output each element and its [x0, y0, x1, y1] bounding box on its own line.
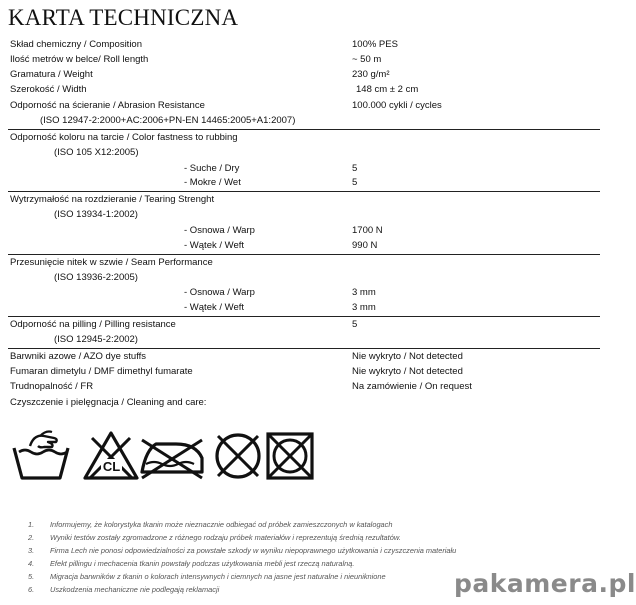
- care-label: Czyszczenie i pielęgnacja / Cleaning and care:: [10, 397, 207, 408]
- azo-label: Barwniki azowe / AZO dye stuffs: [10, 351, 147, 362]
- abrasion-value: 100.000 cykli / cycles: [352, 100, 442, 111]
- rubbing-wet-value: 5: [352, 177, 358, 188]
- chlorine-bleach-icon: [80, 428, 142, 484]
- seam-weft-value: 3 mm: [352, 302, 376, 313]
- section-divider: [8, 348, 600, 349]
- seam-warp-label: - Osnowa / Warp: [184, 287, 255, 298]
- width-label: Szerokość / Width: [10, 84, 87, 95]
- tearing-weft-value: 990 N: [352, 240, 378, 251]
- chlorine-cl-text: CL: [102, 459, 121, 474]
- hand-wash-icon: [10, 428, 72, 484]
- dmf-label: Fumaran dimetylu / DMF dimethyl fumarate: [10, 366, 193, 377]
- seam-warp-value: 3 mm: [352, 287, 376, 298]
- no-dry-clean-icon: [210, 428, 266, 484]
- tearing-standard: (ISO 13934-1:2002): [54, 209, 138, 220]
- page-title: KARTA TECHNICZNA: [8, 5, 239, 30]
- care-icons: [10, 428, 330, 488]
- no-tumble-dry-icon: [262, 428, 318, 484]
- weight-value: 230 g/m²: [352, 69, 390, 80]
- tearing-warp-label: - Osnowa / Warp: [184, 225, 255, 236]
- weight-label: Gramatura / Weight: [10, 69, 93, 80]
- section-divider: [8, 254, 600, 255]
- tearing-weft-label: - Wątek / Weft: [184, 240, 245, 251]
- tearing-label: Wytrzymałość na rozdzieranie / Tearing Strenght: [10, 194, 215, 205]
- footnote: 6. Uszkodzenia mechaniczne nie podlegają reklamacji: [28, 585, 220, 594]
- fr-value: Na zamówienie / On request: [352, 381, 472, 392]
- rubbing-dry-value: 5: [352, 163, 358, 174]
- footnote: 3. Firma Lech nie ponosi odpowiedzialności za powstałe szkody w wyniku niepoprawnego użytkowania i czyszczenia materiału: [28, 546, 457, 555]
- seam-label: Przesunięcie nitek w szwie / Seam Performance: [10, 257, 213, 268]
- rubbing-wet-label: - Mokre / Wet: [184, 177, 241, 188]
- width-value: 148 cm ± 2 cm: [356, 84, 419, 95]
- azo-value: Nie wykryto / Not detected: [352, 351, 463, 362]
- abrasion-label: Odporność na ścieranie / Abrasion Resistance: [10, 100, 205, 111]
- fr-label: Trudnopalność / FR: [10, 381, 94, 392]
- pilling-label: Odporność na pilling / Pilling resistance: [10, 319, 176, 330]
- pilling-value: 5: [352, 319, 358, 330]
- roll-length-value: ~ 50 m: [352, 54, 382, 65]
- composition-value: 100% PES: [352, 39, 398, 50]
- dmf-value: Nie wykryto / Not detected: [352, 366, 463, 377]
- tearing-warp-value: 1700 N: [352, 225, 383, 236]
- seam-standard: (ISO 13936-2:2005): [54, 272, 138, 283]
- pilling-standard: (ISO 12945-2:2002): [54, 334, 138, 345]
- rubbing-label: Odporność koloru na tarcie / Color fastness to rubbing: [10, 132, 238, 143]
- section-divider: [8, 129, 600, 130]
- no-ironing-icon: [136, 428, 208, 484]
- footnote: 2. Wyniki testów zostały zgromadzone z różnego rodzaju próbek materiałów i reprezentują średnią rezultatów.: [28, 533, 401, 542]
- rubbing-standard: (ISO 105 X12:2005): [54, 147, 139, 158]
- footnote: 4. Efekt pillingu i mechacenia tkanin powstały podczas użytkowania mebli jest rzeczą naturalną.: [28, 559, 355, 568]
- section-divider: [8, 316, 600, 317]
- section-divider: [8, 191, 600, 192]
- footnote: 5. Migracja barwników z tkanin o kolorach intensywnych i ciemnych na jasne jest naturalne i nieuniknione: [28, 572, 386, 581]
- roll-length-label: Ilość metrów w belce/ Roll length: [10, 54, 149, 65]
- abrasion-standard: (ISO 12947-2:2000+AC:2006+PN-EN 14465:2005+A1:2007): [40, 115, 296, 126]
- seam-weft-label: - Wątek / Weft: [184, 302, 245, 313]
- footnote: 1. Informujemy, że kolorystyka tkanin może nieznacznie odbiegać od próbek zamieszczonych w katalogach: [28, 520, 393, 529]
- rubbing-dry-label: - Suche / Dry: [184, 163, 240, 174]
- watermark-logo: pakamera.pl: [454, 569, 636, 598]
- composition-label: Skład chemiczny / Composition: [10, 39, 142, 50]
